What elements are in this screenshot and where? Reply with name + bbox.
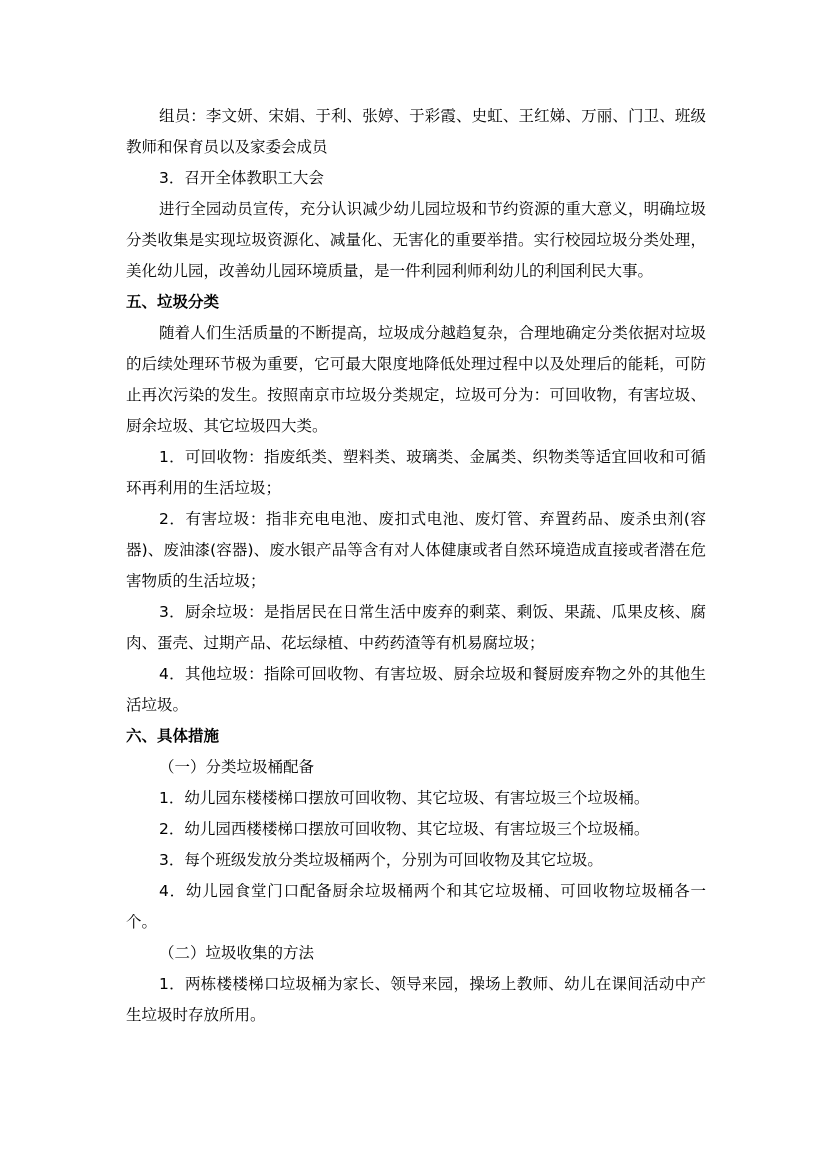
paragraph-kitchen-waste: 3．厨余垃圾：是指居民在日常生活中废弃的剩菜、剩饭、果蔬、瓜果皮核、腐肉、蛋壳、过期产品、花坛绿植、中药药渣等有机易腐垃圾； — [126, 603, 706, 652]
subheading-collection: （二）垃圾收集的方法 — [159, 944, 315, 962]
paragraph-staff-meeting: 3．召开全体教职工大会 — [159, 169, 324, 187]
section-heading-measures: 六、具体措施 — [126, 727, 220, 745]
document-body — [126, 101, 706, 1031]
section-heading-classification: 五、垃圾分类 — [126, 293, 220, 311]
paragraph-west-building: 2．幼儿园西楼楼梯口摆放可回收物、其它垃圾、有害垃圾三个垃圾桶。 — [159, 820, 650, 838]
paragraph-east-building: 1．幼儿园东楼楼梯口摆放可回收物、其它垃圾、有害垃圾三个垃圾桶。 — [159, 789, 650, 807]
paragraph-class-bins: 3．每个班级发放分类垃圾桶两个，分别为可回收物及其它垃圾。 — [159, 851, 603, 869]
paragraph-mobilization: 进行全园动员宣传，充分认识减少幼儿园垃圾和节约资源的重大意义，明确垃圾分类收集是实现垃圾资源化、减量化、无害化的重要举措。实行校园垃圾分类处理，美化幼儿园，改善幼儿园环境质量，是一件利园利师利幼儿的利国利民大事。 — [126, 200, 706, 280]
paragraph-canteen-bins: 4．幼儿园食堂门口配备厨余垃圾桶两个和其它垃圾桶、可回收物垃圾桶各一个。 — [126, 882, 706, 931]
paragraph-other-waste: 4．其他垃圾：指除可回收物、有害垃圾、厨余垃圾和餐厨废弃物之外的其他生活垃圾。 — [126, 665, 706, 714]
paragraph-recyclables: 1．可回收物：指废纸类、塑料类、玻璃类、金属类、织物类等适宜回收和可循环再利用的生活垃圾； — [126, 448, 706, 497]
paragraph-members: 组员：李文妍、宋娟、于利、张婷、于彩霞、史虹、王红娣、万丽、门卫、班级教师和保育员以及家委会成员 — [126, 107, 706, 156]
subheading-bins: （一）分类垃圾桶配备 — [159, 758, 315, 776]
paragraph-classification-intro: 随着人们生活质量的不断提高，垃圾成分越趋复杂，合理地确定分类依据对垃圾的后续处理环节极为重要，它可最大限度地降低处理过程中以及处理后的能耗，可防止再次污染的发生。按照南京市垃圾分类规定，垃圾可分为：可回收物，有害垃圾、厨余垃圾、其它垃圾四大类。 — [126, 324, 706, 435]
paragraph-stair-bins: 1．两栋楼楼梯口垃圾桶为家长、领导来园，操场上教师、幼儿在课间活动中产生垃圾时存放所用。 — [126, 975, 706, 1024]
paragraph-hazardous: 2．有害垃圾：指非充电电池、废扣式电池、废灯管、弃置药品、废杀虫剂(容器)、废油漆(容器)、废水银产品等含有对人体健康或者自然环境造成直接或者潜在危害物质的生活垃圾； — [126, 510, 706, 590]
